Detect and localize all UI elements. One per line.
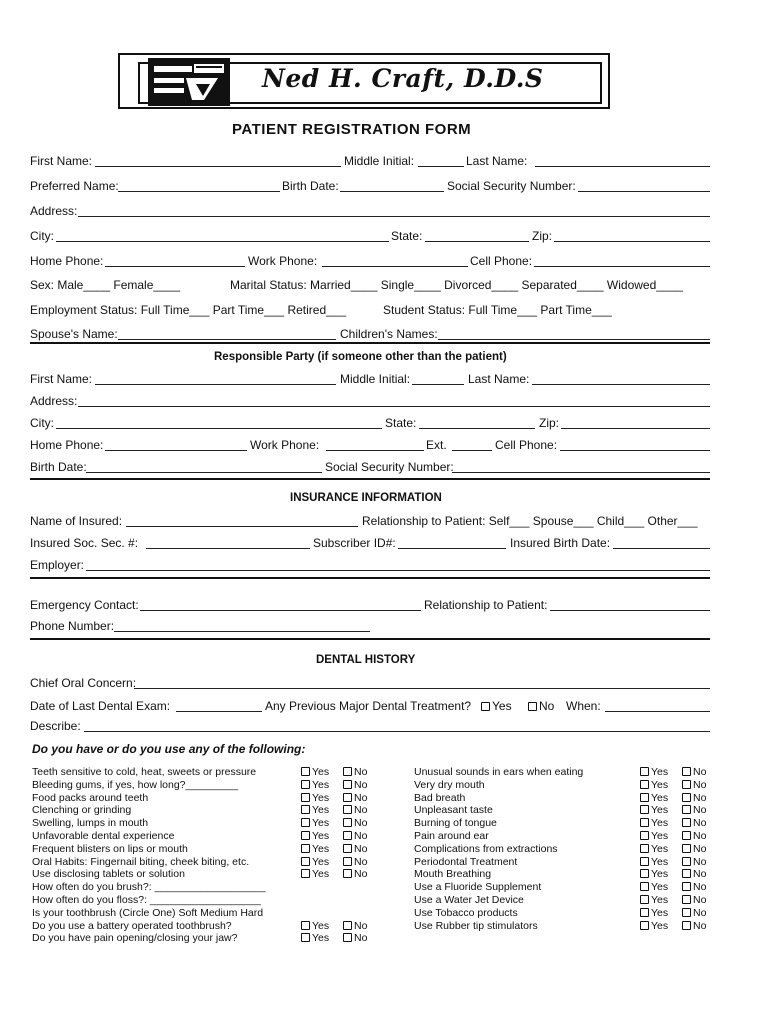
right-yes-option[interactable]: Yes	[640, 779, 668, 792]
checkbox-icon[interactable]	[301, 793, 310, 802]
checkbox-icon[interactable]	[682, 857, 691, 866]
checkbox-icon[interactable]	[682, 921, 691, 930]
employer-field[interactable]	[86, 570, 710, 571]
right-yes-option[interactable]: Yes	[640, 804, 668, 817]
preferred-name-label: Preferred Name:	[30, 179, 119, 193]
left-question-item: Use disclosing tablets or solution	[32, 868, 185, 881]
practice-name: Ned H. Craft, D.D.S	[262, 64, 544, 93]
section-divider	[30, 342, 710, 344]
insured-birth-date-field[interactable]	[613, 548, 710, 549]
left-yes-option[interactable]: Yes	[301, 792, 329, 805]
checkbox-icon[interactable]	[682, 805, 691, 814]
right-no-option[interactable]: No	[682, 868, 706, 881]
spouse-name-field[interactable]	[118, 339, 336, 340]
checkbox-icon[interactable]	[682, 767, 691, 776]
right-question-item: Use Tobacco products	[414, 906, 518, 919]
right-question-item: Use a Fluoride Supplement	[414, 881, 542, 894]
left-question-item: Frequent blisters on lips or mouth	[32, 842, 188, 855]
employer-label: Employer:	[30, 558, 85, 572]
left-question-item: Unfavorable dental experience	[32, 830, 175, 842]
checkbox-icon[interactable]	[343, 857, 352, 866]
checkbox-icon[interactable]	[640, 908, 649, 917]
when-field[interactable]	[605, 711, 710, 712]
left-yes-option[interactable]: Yes	[301, 804, 329, 817]
children-names-field[interactable]	[438, 339, 710, 340]
left-question-item: How often do you floss?: ___________________	[32, 894, 261, 906]
state-label: State:	[391, 229, 423, 243]
last-name-label: Last Name:	[466, 154, 528, 168]
right-no-option[interactable]: No	[682, 766, 706, 779]
birth-date-label: Birth Date:	[282, 179, 339, 193]
form-title: PATIENT REGISTRATION FORM	[232, 121, 472, 138]
checkbox-icon[interactable]	[343, 933, 352, 942]
previous-treatment-label: Any Previous Major Dental Treatment?	[265, 699, 472, 713]
checkbox-icon[interactable]	[640, 869, 649, 878]
checkbox-icon[interactable]	[640, 921, 649, 930]
state-field[interactable]	[425, 241, 529, 242]
rp-address-field[interactable]	[78, 406, 710, 407]
right-no-option[interactable]: No	[682, 779, 706, 792]
address-label: Address:	[30, 204, 78, 218]
rp-home-phone-field[interactable]	[105, 450, 247, 451]
rp-last-name-field[interactable]	[532, 384, 710, 385]
checkbox-icon[interactable]	[301, 933, 310, 942]
left-yes-option[interactable]: Yes	[301, 856, 329, 869]
right-question-item: Bad breath	[414, 791, 466, 804]
checkbox-icon[interactable]	[682, 844, 691, 853]
right-yes-option[interactable]: Yes	[640, 907, 668, 920]
checkbox-icon[interactable]	[682, 818, 691, 827]
right-yes-option[interactable]: Yes	[640, 894, 668, 907]
rp-first-name-label: First Name:	[30, 372, 93, 386]
rp-city-field[interactable]	[56, 428, 382, 429]
checkbox-icon[interactable]	[682, 831, 691, 840]
left-yes-option[interactable]: Yes	[301, 779, 329, 792]
checkbox-icon[interactable]	[640, 844, 649, 853]
left-question-item: Do you have pain opening/closing your jaw?	[32, 932, 238, 945]
left-no-option[interactable]: No	[343, 766, 367, 779]
left-no-option[interactable]: No	[343, 792, 367, 805]
rp-ext-label: Ext.	[426, 438, 447, 452]
checkbox-icon[interactable]	[301, 818, 310, 827]
sex-options[interactable]: Sex: Male____ Female____	[30, 278, 181, 292]
insured-ssn-field[interactable]	[146, 548, 310, 549]
describe-label: Describe:	[30, 719, 81, 733]
checkbox-icon[interactable]	[640, 805, 649, 814]
left-yes-option[interactable]: Yes	[301, 843, 329, 856]
right-yes-option[interactable]: Yes	[640, 792, 668, 805]
right-question-item: Very dry mouth	[414, 778, 485, 791]
rp-last-name-label: Last Name:	[468, 372, 530, 386]
checkbox-icon[interactable]	[343, 831, 352, 840]
right-yes-option[interactable]: Yes	[640, 881, 668, 894]
right-yes-option[interactable]: Yes	[640, 920, 668, 933]
subscriber-id-field[interactable]	[398, 548, 506, 549]
rp-middle-initial-label: Middle Initial:	[340, 372, 411, 386]
left-no-option[interactable]: No	[343, 920, 367, 933]
checkbox-icon[interactable]	[682, 882, 691, 891]
right-yes-option[interactable]: Yes	[640, 856, 668, 869]
checkbox-icon[interactable]	[682, 780, 691, 789]
first-name-field[interactable]	[95, 166, 341, 167]
rp-work-phone-label: Work Phone:	[250, 438, 320, 452]
checkbox-icon[interactable]	[301, 767, 310, 776]
left-question-item: Oral Habits: Fingernail biting, cheek biting, etc.	[32, 855, 250, 868]
right-no-option[interactable]: No	[682, 856, 706, 869]
insured-birth-date-label: Insured Birth Date:	[510, 536, 611, 550]
checkbox-icon[interactable]	[682, 869, 691, 878]
right-question-item: Periodontal Treatment	[414, 855, 518, 868]
rp-ssn-field[interactable]	[452, 472, 710, 473]
dental-history-heading: DENTAL HISTORY	[316, 654, 416, 666]
checkbox-icon[interactable]	[343, 818, 352, 827]
rp-first-name-field[interactable]	[95, 384, 336, 385]
left-question-item: Bleeding gums, if yes, how long?_________	[32, 778, 239, 791]
rp-zip-label: Zip:	[539, 416, 560, 430]
checkbox-icon[interactable]	[343, 869, 352, 878]
last-exam-field[interactable]	[176, 711, 262, 712]
checkbox-icon[interactable]	[640, 767, 649, 776]
checkbox-icon[interactable]	[343, 844, 352, 853]
student-status-options[interactable]: Student Status: Full Time___ Part Time___	[383, 303, 612, 317]
last-name-field[interactable]	[535, 166, 710, 167]
checkbox-icon[interactable]	[682, 908, 691, 917]
left-question-item: Swelling, lumps in mouth	[32, 817, 149, 830]
rp-zip-field[interactable]	[561, 428, 710, 429]
left-question-item: Is your toothbrush (Circle One) Soft Medium Hard	[32, 906, 264, 919]
right-question-item: Use Rubber tip stimulators	[414, 919, 538, 932]
work-phone-label: Work Phone:	[248, 254, 318, 268]
when-label: When:	[566, 699, 601, 713]
ssn-label: Social Security Number:	[447, 179, 576, 193]
children-names-label: Children's Names:	[340, 327, 438, 341]
cell-phone-label: Cell Phone:	[470, 254, 533, 268]
rp-home-phone-label: Home Phone:	[30, 438, 104, 452]
insured-name-field[interactable]	[126, 526, 358, 527]
right-question-item: Mouth Breathing	[414, 868, 492, 881]
checkbox-icon[interactable]	[343, 805, 352, 814]
right-no-option[interactable]: No	[682, 804, 706, 817]
left-no-option[interactable]: No	[343, 817, 367, 830]
left-no-option[interactable]: No	[343, 843, 367, 856]
left-no-option[interactable]: No	[343, 804, 367, 817]
left-question-item: Food packs around teeth	[32, 791, 149, 804]
right-yes-option[interactable]: Yes	[640, 843, 668, 856]
checkbox-icon[interactable]	[640, 831, 649, 840]
home-phone-label: Home Phone:	[30, 254, 104, 268]
emergency-phone-field[interactable]	[114, 631, 370, 632]
rp-ssn-label: Social Security Number:	[325, 460, 454, 474]
checkbox-icon[interactable]	[343, 767, 352, 776]
left-no-option[interactable]: No	[343, 868, 367, 881]
responsible-party-heading: Responsible Party (if someone other than the patient)	[214, 351, 507, 363]
previous-treatment-no[interactable]: No	[528, 699, 554, 713]
right-no-option[interactable]: No	[682, 792, 706, 805]
employment-status-options[interactable]: Employment Status: Full Time___ Part Time___ Retired___	[30, 303, 347, 317]
preferred-name-field[interactable]	[118, 191, 280, 192]
checkbox-icon[interactable]	[301, 857, 310, 866]
checkbox-icon[interactable]	[640, 895, 649, 904]
checkbox-icon[interactable]	[301, 844, 310, 853]
section-divider	[30, 478, 710, 480]
rp-cell-phone-field[interactable]	[560, 450, 710, 451]
right-question-item: Unpleasant taste	[414, 804, 493, 817]
checkbox-icon[interactable]	[301, 869, 310, 878]
left-question-item: Do you use a battery operated toothbrush?	[32, 919, 232, 932]
left-yes-option[interactable]: Yes	[301, 817, 329, 830]
middle-initial-label: Middle Initial:	[344, 154, 415, 168]
rp-birth-date-field[interactable]	[86, 472, 322, 473]
chief-concern-field[interactable]	[134, 688, 710, 689]
checkbox-icon[interactable]	[640, 780, 649, 789]
address-field[interactable]	[78, 216, 710, 217]
right-yes-option[interactable]: Yes	[640, 766, 668, 779]
checkbox-icon[interactable]	[343, 780, 352, 789]
right-no-option[interactable]: No	[682, 920, 706, 933]
insured-ssn-label: Insured Soc. Sec. #:	[30, 536, 139, 550]
checkbox-icon[interactable]	[301, 780, 310, 789]
checkbox-icon[interactable]	[640, 882, 649, 891]
section-divider	[30, 577, 710, 579]
checkbox-icon[interactable]	[301, 805, 310, 814]
left-question-item: Clenching or grinding	[32, 804, 132, 817]
section-divider	[30, 638, 710, 640]
left-no-option[interactable]: No	[343, 932, 367, 945]
first-name-label: First Name:	[30, 154, 93, 168]
chief-concern-label: Chief Oral Concern:	[30, 676, 137, 690]
right-question-item: Unusual sounds in ears when eating	[414, 766, 584, 778]
emergency-contact-label: Emergency Contact:	[30, 598, 139, 612]
right-no-option[interactable]: No	[682, 817, 706, 830]
right-no-option[interactable]: No	[682, 894, 706, 907]
checkbox-icon[interactable]	[528, 702, 537, 711]
rp-middle-initial-field[interactable]	[412, 384, 464, 385]
rp-ext-field[interactable]	[452, 450, 492, 451]
checkbox-icon[interactable]	[640, 793, 649, 802]
birth-date-field[interactable]	[340, 191, 444, 192]
subscriber-id-label: Subscriber ID#:	[313, 536, 396, 550]
checkbox-icon[interactable]	[682, 895, 691, 904]
checkbox-icon[interactable]	[343, 793, 352, 802]
insurance-heading: INSURANCE INFORMATION	[290, 492, 442, 504]
checkbox-icon[interactable]	[682, 793, 691, 802]
last-exam-label: Date of Last Dental Exam:	[30, 699, 171, 713]
right-no-option[interactable]: No	[682, 843, 706, 856]
checkbox-icon[interactable]	[301, 831, 310, 840]
insured-name-label: Name of Insured:	[30, 514, 123, 528]
rp-cell-phone-label: Cell Phone:	[495, 438, 558, 452]
city-field[interactable]	[56, 241, 389, 242]
left-yes-option[interactable]: Yes	[301, 766, 329, 779]
rp-address-label: Address:	[30, 394, 78, 408]
rp-state-field[interactable]	[419, 428, 535, 429]
spouse-name-label: Spouse's Name:	[30, 327, 118, 341]
right-no-option[interactable]: No	[682, 881, 706, 894]
left-yes-option[interactable]: Yes	[301, 932, 329, 945]
checkbox-icon[interactable]	[343, 921, 352, 930]
left-yes-option[interactable]: Yes	[301, 830, 329, 843]
rp-birth-date-label: Birth Date:	[30, 460, 87, 474]
right-question-item: Burning of tongue	[414, 817, 497, 830]
describe-field[interactable]	[84, 731, 710, 732]
right-yes-option[interactable]: Yes	[640, 830, 668, 843]
left-yes-option[interactable]: Yes	[301, 868, 329, 881]
left-no-option[interactable]: No	[343, 830, 367, 843]
emergency-relationship-field[interactable]	[550, 610, 710, 611]
emergency-contact-field[interactable]	[140, 610, 421, 611]
right-question-item: Complications from extractions	[414, 842, 558, 855]
right-no-option[interactable]: No	[682, 830, 706, 843]
rp-city-label: City:	[30, 416, 54, 430]
rp-work-phone-field[interactable]	[326, 450, 424, 451]
emergency-relationship-label: Relationship to Patient:	[424, 598, 548, 612]
left-yes-option[interactable]: Yes	[301, 920, 329, 933]
practice-logo-icon	[148, 58, 230, 106]
question-heading: Do you have or do you use any of the following:	[32, 742, 306, 756]
left-no-option[interactable]: No	[343, 856, 367, 869]
checkbox-icon[interactable]	[481, 702, 490, 711]
zip-label: Zip:	[532, 229, 553, 243]
right-yes-option[interactable]: Yes	[640, 868, 668, 881]
left-no-option[interactable]: No	[343, 779, 367, 792]
emergency-phone-label: Phone Number:	[30, 619, 115, 633]
left-question-item: How often do you brush?: ___________________	[32, 881, 266, 894]
previous-treatment-yes[interactable]: Yes	[481, 699, 512, 713]
right-yes-option[interactable]: Yes	[640, 817, 668, 830]
cell-phone-field[interactable]	[534, 266, 710, 267]
city-label: City:	[30, 229, 54, 243]
insured-relationship-options[interactable]: Relationship to Patient: Self___ Spouse___ Child___ Other___	[362, 514, 698, 528]
work-phone-field[interactable]	[322, 266, 468, 267]
marital-status-options[interactable]: Marital Status: Married____ Single____ Divorced____ Separated____ Widowed____	[230, 278, 683, 292]
rp-state-label: State:	[385, 416, 417, 430]
right-question-item: Pain around ear	[414, 830, 489, 842]
zip-field[interactable]	[554, 241, 710, 242]
right-question-item: Use a Water Jet Device	[414, 894, 524, 906]
ssn-field[interactable]	[578, 191, 710, 192]
checkbox-icon[interactable]	[301, 921, 310, 930]
checkbox-icon[interactable]	[640, 818, 649, 827]
home-phone-field[interactable]	[105, 266, 245, 267]
right-no-option[interactable]: No	[682, 907, 706, 920]
checkbox-icon[interactable]	[640, 857, 649, 866]
middle-initial-field[interactable]	[418, 166, 464, 167]
left-question-item: Teeth sensitive to cold, heat, sweets or pressure	[32, 766, 257, 778]
